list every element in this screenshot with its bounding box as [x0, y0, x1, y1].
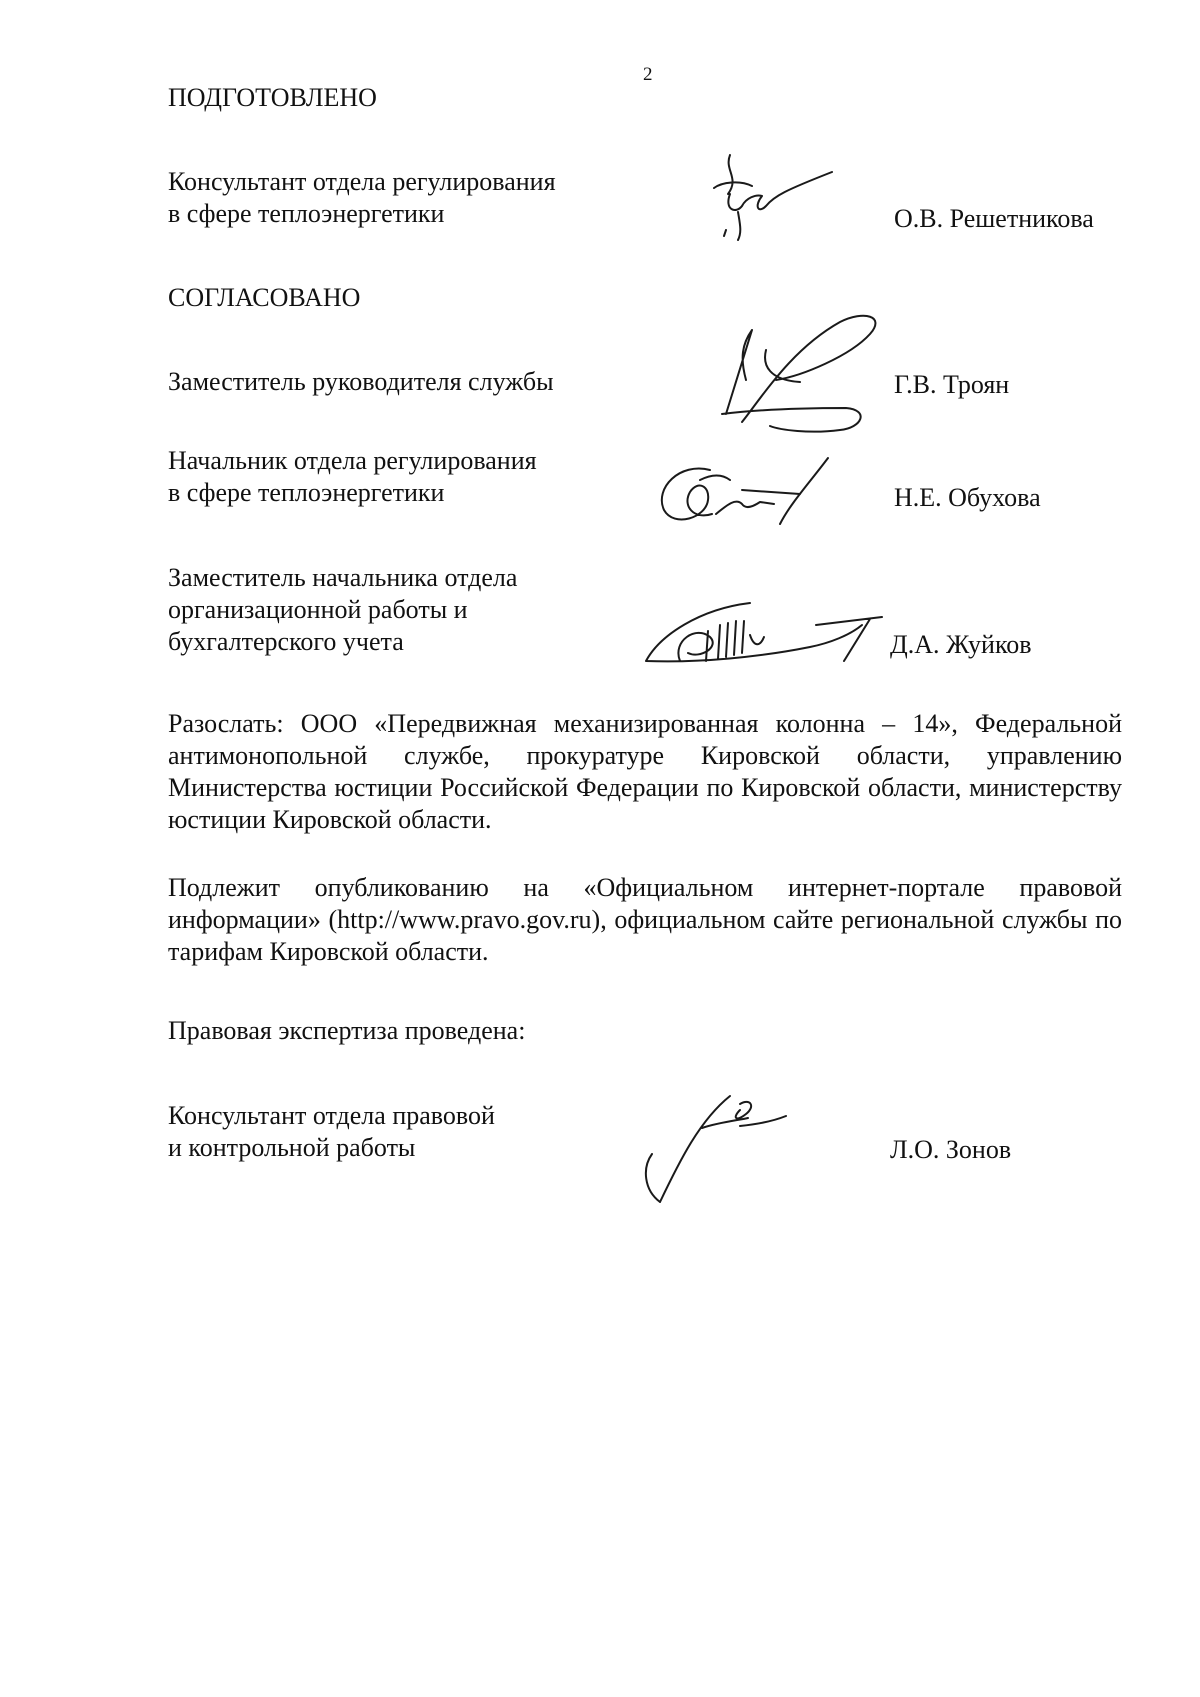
legal-review-position-line-2: и контрольной работы: [168, 1133, 416, 1162]
signature-troyan: [690, 310, 890, 440]
prepared-name: О.В. Решетникова: [894, 204, 1094, 233]
signer-2-name: Н.Е. Обухова: [894, 483, 1041, 512]
agreed-heading: СОГЛАСОВАНО: [168, 283, 361, 312]
legal-review-name: Л.О. Зонов: [890, 1135, 1012, 1164]
signature-zhuykov: [640, 595, 890, 675]
prepared-position-line-1: Консультант отдела регулирования: [168, 167, 556, 196]
signer-1-name: Г.В. Троян: [894, 370, 1010, 399]
signature-reshetnikova: [700, 150, 840, 245]
distribution-paragraph: Разослать: ООО «Передвижная механизированная колонна – 14», Федеральной антимонопольной службе, прокуратуре Кировской области, управлению Министерства юстиции Российской Федерации по Кировской области, министерству юстиции Кировской области.: [168, 709, 1122, 834]
signer-3-position-line-3: бухгалтерского учета: [168, 627, 404, 656]
publication-paragraph: Подлежит опубликованию на «Официальном интернет-портале правовой информации» (http://www.pravo.gov.ru), официальном сайте региональной службы по тарифам Кировской области.: [168, 873, 1122, 966]
page-number: 2: [643, 64, 653, 85]
prepared-position-line-2: в сфере теплоэнергетики: [168, 199, 445, 228]
signature-obukhova: [650, 450, 840, 535]
signer-3-position-line-1: Заместитель начальника отдела: [168, 563, 518, 592]
signer-2-position-line-1: Начальник отдела регулирования: [168, 446, 537, 475]
signer-3-position-line-2: организационной работы и: [168, 595, 468, 624]
signer-2-position-line-2: в сфере теплоэнергетики: [168, 478, 445, 507]
prepared-heading: ПОДГОТОВЛЕНО: [168, 83, 377, 112]
signer-1-position-line-1: Заместитель руководителя службы: [168, 367, 554, 396]
signer-3-name: Д.А. Жуйков: [890, 630, 1032, 659]
signature-zonov: [640, 1090, 790, 1210]
legal-review-position-line-1: Консультант отдела правовой: [168, 1101, 495, 1130]
legal-review-heading: Правовая экспертиза проведена:: [168, 1016, 526, 1045]
